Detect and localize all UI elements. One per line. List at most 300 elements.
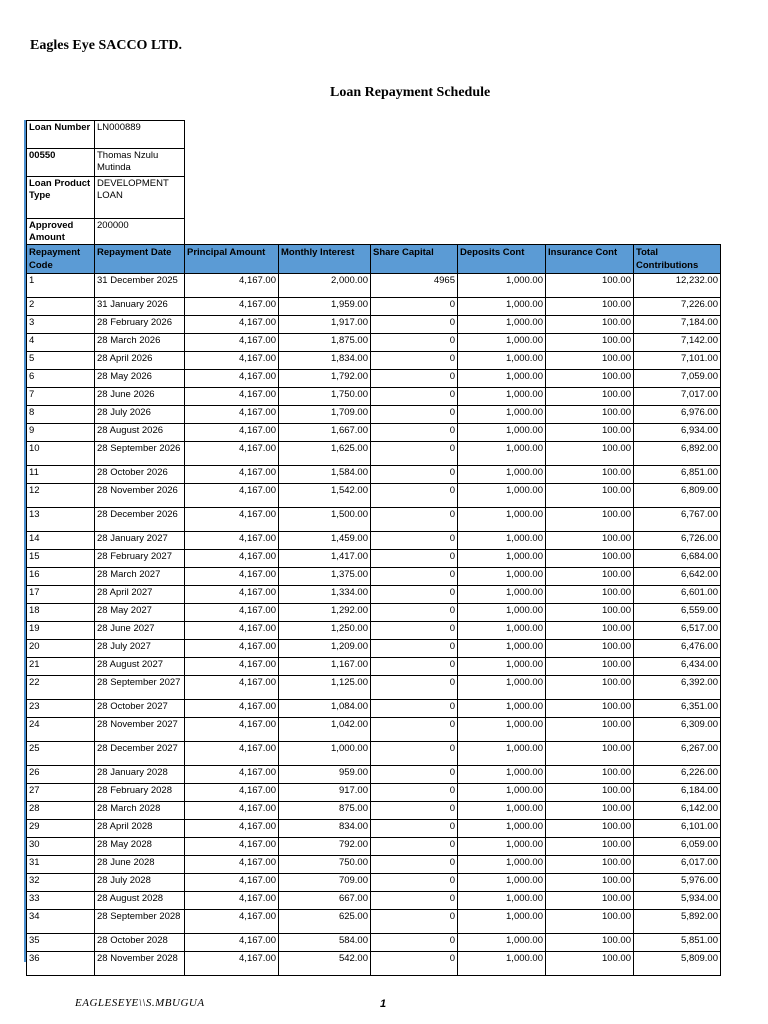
table-cell: 1,000.00 xyxy=(279,742,371,766)
table-cell: 33 xyxy=(27,892,95,910)
table-cell: 4,167.00 xyxy=(185,388,279,406)
table-cell: 28 August 2028 xyxy=(95,892,185,910)
table-cell: 100.00 xyxy=(546,934,634,952)
table-cell: 4,167.00 xyxy=(185,676,279,700)
table-cell: 4965 xyxy=(371,274,458,298)
table-cell: 0 xyxy=(371,334,458,352)
table-cell: 7,184.00 xyxy=(634,316,721,334)
table-cell: 4,167.00 xyxy=(185,424,279,442)
table-cell: 28 December 2027 xyxy=(95,742,185,766)
table-row xyxy=(27,550,721,568)
table-cell: 1,417.00 xyxy=(279,550,371,568)
table-cell: 19 xyxy=(27,622,95,640)
table-cell: 1,000.00 xyxy=(458,370,546,388)
table-row xyxy=(27,388,721,406)
table-cell: 100.00 xyxy=(546,298,634,316)
table-cell: 4,167.00 xyxy=(185,406,279,424)
table-cell: 625.00 xyxy=(279,910,371,934)
table-cell: 20 xyxy=(27,640,95,658)
table-cell: 13 xyxy=(27,508,95,532)
table-row xyxy=(27,316,721,334)
table-cell: 100.00 xyxy=(546,274,634,298)
table-cell: 0 xyxy=(371,784,458,802)
table-cell: 28 June 2028 xyxy=(95,856,185,874)
table-cell: 1,000.00 xyxy=(458,484,546,508)
table-cell: 28 May 2028 xyxy=(95,838,185,856)
table-row xyxy=(27,424,721,442)
table-cell: 100.00 xyxy=(546,388,634,406)
table-row xyxy=(27,352,721,370)
table-cell: 4,167.00 xyxy=(185,766,279,784)
info-row xyxy=(27,121,185,149)
table-cell: 100.00 xyxy=(546,784,634,802)
table-cell: 4,167.00 xyxy=(185,892,279,910)
table-cell: 0 xyxy=(371,550,458,568)
table-cell: 6,642.00 xyxy=(634,568,721,586)
table-cell: 27 xyxy=(27,784,95,802)
repayment-schedule-table xyxy=(26,244,721,976)
table-cell: 1,000.00 xyxy=(458,316,546,334)
table-cell: 709.00 xyxy=(279,874,371,892)
table-cell: 6,226.00 xyxy=(634,766,721,784)
table-cell: 4,167.00 xyxy=(185,484,279,508)
table-cell: 1,000.00 xyxy=(458,466,546,484)
table-cell: 1,000.00 xyxy=(458,856,546,874)
table-cell: 834.00 xyxy=(279,820,371,838)
table-cell: 1,000.00 xyxy=(458,388,546,406)
table-cell: 17 xyxy=(27,586,95,604)
info-row xyxy=(27,219,185,246)
table-cell: 6,059.00 xyxy=(634,838,721,856)
table-cell: 100.00 xyxy=(546,676,634,700)
table-cell: 1,917.00 xyxy=(279,316,371,334)
table-row xyxy=(27,442,721,466)
table-cell: 6,767.00 xyxy=(634,508,721,532)
table-row xyxy=(27,784,721,802)
table-cell: 1,000.00 xyxy=(458,820,546,838)
table-cell: 100.00 xyxy=(546,952,634,976)
table-cell: 0 xyxy=(371,820,458,838)
table-cell: 16 xyxy=(27,568,95,586)
table-cell: 9 xyxy=(27,424,95,442)
table-cell: 1,000.00 xyxy=(458,604,546,622)
table-cell: 1,750.00 xyxy=(279,388,371,406)
table-cell: 100.00 xyxy=(546,874,634,892)
table-cell: 6,101.00 xyxy=(634,820,721,838)
table-cell: 22 xyxy=(27,676,95,700)
table-cell: 28 November 2026 xyxy=(95,484,185,508)
table-cell: 0 xyxy=(371,568,458,586)
table-cell: 100.00 xyxy=(546,742,634,766)
table-cell: 100.00 xyxy=(546,406,634,424)
info-label: Loan Product Type xyxy=(27,177,95,219)
table-cell: 35 xyxy=(27,934,95,952)
table-row xyxy=(27,586,721,604)
table-cell: 28 January 2027 xyxy=(95,532,185,550)
table-row xyxy=(27,406,721,424)
table-cell: 28 December 2026 xyxy=(95,508,185,532)
table-cell: 7,017.00 xyxy=(634,388,721,406)
table-cell: 29 xyxy=(27,820,95,838)
table-cell: 28 March 2026 xyxy=(95,334,185,352)
table-cell: 4,167.00 xyxy=(185,700,279,718)
table-row xyxy=(27,676,721,700)
table-cell: 28 April 2026 xyxy=(95,352,185,370)
table-cell: 28 August 2027 xyxy=(95,658,185,676)
info-label: 00550 xyxy=(27,149,95,177)
column-header: Deposits Cont xyxy=(458,245,546,274)
table-cell: 28 July 2026 xyxy=(95,406,185,424)
table-cell: 28 March 2027 xyxy=(95,568,185,586)
table-row xyxy=(27,838,721,856)
table-cell: 21 xyxy=(27,658,95,676)
table-cell: 1,000.00 xyxy=(458,568,546,586)
table-cell: 1,000.00 xyxy=(458,874,546,892)
table-cell: 1,834.00 xyxy=(279,352,371,370)
table-cell: 1,084.00 xyxy=(279,700,371,718)
info-row xyxy=(27,149,185,177)
table-cell: 100.00 xyxy=(546,892,634,910)
column-header: Principal Amount xyxy=(185,245,279,274)
column-header: Insurance Cont xyxy=(546,245,634,274)
table-cell: 100.00 xyxy=(546,802,634,820)
table-cell: 4,167.00 xyxy=(185,586,279,604)
company-name: Eagles Eye SACCO LTD. xyxy=(30,38,182,53)
table-row xyxy=(27,508,721,532)
info-row xyxy=(27,177,185,219)
table-cell: 1,000.00 xyxy=(458,298,546,316)
table-cell: 1,209.00 xyxy=(279,640,371,658)
table-cell: 100.00 xyxy=(546,622,634,640)
table-cell: 28 February 2026 xyxy=(95,316,185,334)
table-cell: 1,000.00 xyxy=(458,784,546,802)
table-cell: 28 July 2028 xyxy=(95,874,185,892)
table-cell: 1,000.00 xyxy=(458,934,546,952)
table-cell: 100.00 xyxy=(546,766,634,784)
table-cell: 1,000.00 xyxy=(458,274,546,298)
table-cell: 1,625.00 xyxy=(279,442,371,466)
table-cell: 1,875.00 xyxy=(279,334,371,352)
table-cell: 28 August 2026 xyxy=(95,424,185,442)
table-cell: 100.00 xyxy=(546,316,634,334)
table-cell: 4,167.00 xyxy=(185,640,279,658)
table-row xyxy=(27,604,721,622)
table-cell: 1,000.00 xyxy=(458,334,546,352)
table-cell: 542.00 xyxy=(279,952,371,976)
table-cell: 0 xyxy=(371,802,458,820)
table-cell: 28 September 2027 xyxy=(95,676,185,700)
table-cell: 0 xyxy=(371,658,458,676)
table-cell: 1,000.00 xyxy=(458,586,546,604)
table-cell: 0 xyxy=(371,466,458,484)
table-cell: 1,000.00 xyxy=(458,424,546,442)
table-cell: 1,000.00 xyxy=(458,532,546,550)
table-cell: 15 xyxy=(27,550,95,568)
table-cell: 7,226.00 xyxy=(634,298,721,316)
table-cell: 1,000.00 xyxy=(458,910,546,934)
column-header: Share Capital xyxy=(371,245,458,274)
table-row xyxy=(27,952,721,976)
table-cell: 0 xyxy=(371,874,458,892)
table-cell: 4,167.00 xyxy=(185,934,279,952)
table-cell: 100.00 xyxy=(546,370,634,388)
table-row xyxy=(27,622,721,640)
table-cell: 12 xyxy=(27,484,95,508)
table-cell: 0 xyxy=(371,718,458,742)
table-cell: 6,892.00 xyxy=(634,442,721,466)
table-cell: 31 December 2025 xyxy=(95,274,185,298)
table-cell: 1,000.00 xyxy=(458,508,546,532)
document-title: Loan Repayment Schedule xyxy=(330,85,491,100)
table-cell: 100.00 xyxy=(546,820,634,838)
table-cell: 12,232.00 xyxy=(634,274,721,298)
table-row xyxy=(27,802,721,820)
table-cell: 100.00 xyxy=(546,334,634,352)
table-cell: 0 xyxy=(371,766,458,784)
table-row xyxy=(27,742,721,766)
table-cell: 0 xyxy=(371,352,458,370)
table-cell: 6,434.00 xyxy=(634,658,721,676)
table-row xyxy=(27,466,721,484)
table-cell: 0 xyxy=(371,406,458,424)
table-cell: 100.00 xyxy=(546,700,634,718)
table-cell: 4,167.00 xyxy=(185,532,279,550)
table-cell: 100.00 xyxy=(546,508,634,532)
table-cell: 28 June 2027 xyxy=(95,622,185,640)
table-cell: 28 September 2026 xyxy=(95,442,185,466)
table-cell: 100.00 xyxy=(546,910,634,934)
table-cell: 100.00 xyxy=(546,550,634,568)
table-cell: 4,167.00 xyxy=(185,820,279,838)
table-row xyxy=(27,484,721,508)
table-cell: 6,184.00 xyxy=(634,784,721,802)
table-cell: 100.00 xyxy=(546,532,634,550)
table-cell: 28 September 2028 xyxy=(95,910,185,934)
table-cell: 6,351.00 xyxy=(634,700,721,718)
table-row xyxy=(27,532,721,550)
table-cell: 28 November 2028 xyxy=(95,952,185,976)
table-cell: 4,167.00 xyxy=(185,316,279,334)
table-cell: 3 xyxy=(27,316,95,334)
table-cell: 4,167.00 xyxy=(185,718,279,742)
table-cell: 1,959.00 xyxy=(279,298,371,316)
info-value: DEVELOPMENT LOAN xyxy=(95,177,185,219)
table-cell: 1 xyxy=(27,274,95,298)
table-cell: 0 xyxy=(371,952,458,976)
table-cell: 5,851.00 xyxy=(634,934,721,952)
table-cell: 30 xyxy=(27,838,95,856)
table-cell: 0 xyxy=(371,442,458,466)
table-cell: 7,101.00 xyxy=(634,352,721,370)
table-cell: 28 April 2027 xyxy=(95,586,185,604)
table-cell: 1,000.00 xyxy=(458,766,546,784)
table-cell: 0 xyxy=(371,370,458,388)
table-cell: 28 October 2026 xyxy=(95,466,185,484)
table-cell: 0 xyxy=(371,910,458,934)
table-cell: 1,000.00 xyxy=(458,550,546,568)
table-cell: 100.00 xyxy=(546,604,634,622)
table-cell: 4,167.00 xyxy=(185,784,279,802)
table-row xyxy=(27,568,721,586)
table-cell: 31 xyxy=(27,856,95,874)
table-cell: 100.00 xyxy=(546,658,634,676)
table-cell: 7 xyxy=(27,388,95,406)
table-cell: 1,792.00 xyxy=(279,370,371,388)
table-cell: 4,167.00 xyxy=(185,334,279,352)
table-cell: 28 November 2027 xyxy=(95,718,185,742)
table-cell: 6,517.00 xyxy=(634,622,721,640)
table-cell: 28 June 2026 xyxy=(95,388,185,406)
table-cell: 4,167.00 xyxy=(185,370,279,388)
table-cell: 6,142.00 xyxy=(634,802,721,820)
table-cell: 1,000.00 xyxy=(458,802,546,820)
table-cell: 5 xyxy=(27,352,95,370)
table-cell: 28 May 2027 xyxy=(95,604,185,622)
table-cell: 1,000.00 xyxy=(458,838,546,856)
table-cell: 28 xyxy=(27,802,95,820)
table-cell: 0 xyxy=(371,700,458,718)
table-row xyxy=(27,892,721,910)
table-cell: 750.00 xyxy=(279,856,371,874)
table-cell: 4,167.00 xyxy=(185,910,279,934)
table-cell: 100.00 xyxy=(546,484,634,508)
table-cell: 0 xyxy=(371,586,458,604)
table-cell: 1,125.00 xyxy=(279,676,371,700)
loan-info-table xyxy=(26,120,185,246)
table-cell: 1,000.00 xyxy=(458,406,546,424)
table-cell: 28 January 2028 xyxy=(95,766,185,784)
table-cell: 1,000.00 xyxy=(458,640,546,658)
table-cell: 4,167.00 xyxy=(185,352,279,370)
table-cell: 100.00 xyxy=(546,838,634,856)
table-row xyxy=(27,910,721,934)
info-value: 200000 xyxy=(95,219,185,246)
table-cell: 1,667.00 xyxy=(279,424,371,442)
table-cell: 100.00 xyxy=(546,568,634,586)
table-cell: 100.00 xyxy=(546,466,634,484)
table-cell: 6,934.00 xyxy=(634,424,721,442)
table-cell: 0 xyxy=(371,298,458,316)
table-cell: 0 xyxy=(371,934,458,952)
table-cell: 4,167.00 xyxy=(185,838,279,856)
table-cell: 7,142.00 xyxy=(634,334,721,352)
table-row xyxy=(27,874,721,892)
table-cell: 6,392.00 xyxy=(634,676,721,700)
footer-author: EAGLESEYE\\S.MBUGUA xyxy=(75,997,205,1009)
table-cell: 1,000.00 xyxy=(458,700,546,718)
table-cell: 28 March 2028 xyxy=(95,802,185,820)
table-row xyxy=(27,934,721,952)
table-cell: 584.00 xyxy=(279,934,371,952)
table-cell: 1,000.00 xyxy=(458,676,546,700)
table-cell: 6,267.00 xyxy=(634,742,721,766)
table-row xyxy=(27,334,721,352)
table-cell: 100.00 xyxy=(546,442,634,466)
table-cell: 1,250.00 xyxy=(279,622,371,640)
table-cell: 1,000.00 xyxy=(458,718,546,742)
table-cell: 34 xyxy=(27,910,95,934)
info-value: Thomas Nzulu Mutinda xyxy=(95,149,185,177)
table-cell: 4,167.00 xyxy=(185,568,279,586)
column-header: Repayment Code xyxy=(27,245,95,274)
table-cell: 5,892.00 xyxy=(634,910,721,934)
table-cell: 1,542.00 xyxy=(279,484,371,508)
table-row xyxy=(27,298,721,316)
table-cell: 0 xyxy=(371,838,458,856)
table-cell: 4,167.00 xyxy=(185,802,279,820)
table-cell: 4,167.00 xyxy=(185,466,279,484)
column-header: Repayment Date xyxy=(95,245,185,274)
table-cell: 0 xyxy=(371,316,458,334)
table-cell: 667.00 xyxy=(279,892,371,910)
table-cell: 2 xyxy=(27,298,95,316)
table-cell: 5,809.00 xyxy=(634,952,721,976)
table-cell: 31 January 2026 xyxy=(95,298,185,316)
table-cell: 6,851.00 xyxy=(634,466,721,484)
table-cell: 28 February 2027 xyxy=(95,550,185,568)
table-cell: 6,559.00 xyxy=(634,604,721,622)
table-cell: 4,167.00 xyxy=(185,442,279,466)
table-cell: 1,000.00 xyxy=(458,658,546,676)
table-cell: 4,167.00 xyxy=(185,508,279,532)
table-cell: 100.00 xyxy=(546,352,634,370)
table-cell: 4,167.00 xyxy=(185,874,279,892)
table-cell: 6,309.00 xyxy=(634,718,721,742)
table-cell: 28 April 2028 xyxy=(95,820,185,838)
table-cell: 8 xyxy=(27,406,95,424)
table-cell: 100.00 xyxy=(546,424,634,442)
table-cell: 1,000.00 xyxy=(458,952,546,976)
table-cell: 959.00 xyxy=(279,766,371,784)
table-cell: 25 xyxy=(27,742,95,766)
table-cell: 4,167.00 xyxy=(185,658,279,676)
table-cell: 0 xyxy=(371,742,458,766)
table-cell: 14 xyxy=(27,532,95,550)
table-cell: 18 xyxy=(27,604,95,622)
table-cell: 0 xyxy=(371,484,458,508)
table-cell: 6,809.00 xyxy=(634,484,721,508)
table-cell: 1,500.00 xyxy=(279,508,371,532)
table-cell: 4,167.00 xyxy=(185,952,279,976)
table-cell: 2,000.00 xyxy=(279,274,371,298)
table-cell: 4,167.00 xyxy=(185,856,279,874)
table-cell: 0 xyxy=(371,622,458,640)
table-cell: 875.00 xyxy=(279,802,371,820)
table-cell: 1,000.00 xyxy=(458,442,546,466)
table-row xyxy=(27,370,721,388)
table-cell: 1,334.00 xyxy=(279,586,371,604)
table-cell: 36 xyxy=(27,952,95,976)
table-cell: 7,059.00 xyxy=(634,370,721,388)
table-cell: 28 October 2028 xyxy=(95,934,185,952)
table-cell: 1,292.00 xyxy=(279,604,371,622)
table-cell: 100.00 xyxy=(546,718,634,742)
info-label: Loan Number xyxy=(27,121,95,149)
table-cell: 23 xyxy=(27,700,95,718)
info-value: LN000889 xyxy=(95,121,185,149)
table-cell: 10 xyxy=(27,442,95,466)
table-cell: 1,584.00 xyxy=(279,466,371,484)
table-cell: 100.00 xyxy=(546,856,634,874)
table-cell: 792.00 xyxy=(279,838,371,856)
table-cell: 0 xyxy=(371,388,458,406)
table-cell: 1,042.00 xyxy=(279,718,371,742)
table-cell: 32 xyxy=(27,874,95,892)
table-cell: 1,000.00 xyxy=(458,352,546,370)
table-row xyxy=(27,820,721,838)
table-cell: 6,726.00 xyxy=(634,532,721,550)
table-row xyxy=(27,658,721,676)
